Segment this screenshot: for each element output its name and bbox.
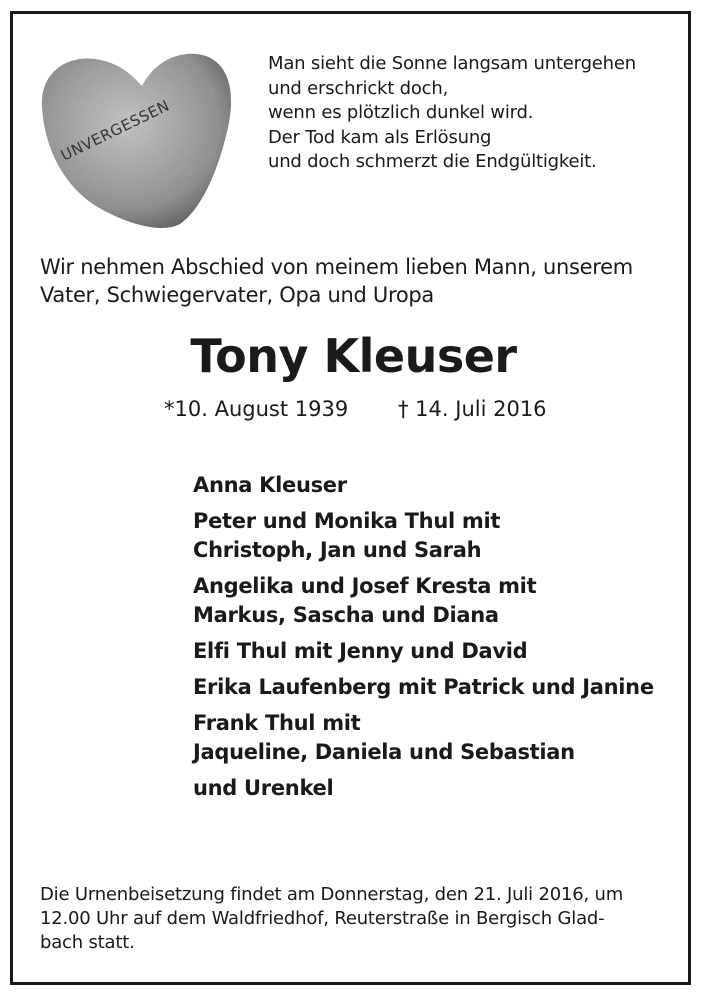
birth-date: *10. August 1939 (164, 397, 349, 421)
deceased-name: Tony Kleuser (190, 329, 517, 383)
death-date: † 14. Juli 2016 (398, 397, 547, 421)
burial-notice: Die Urnenbeisetzung findet am Donnerstag, den 21. Juli 2016, um 12.00 Uhr auf dem Waldfriedhof, Reuterstraße in Bergisch Glad- bach statt. (40, 884, 624, 953)
mourner-entry: Anna Kleuser (193, 473, 347, 497)
mourner-entry: Frank Thul mit Jaqueline, Daniela und Sebastian (193, 711, 575, 764)
mourner-entry: Peter und Monika Thul mit Christoph, Jan und Sarah (193, 509, 501, 562)
intro-text: Wir nehmen Abschied von meinem lieben Mann, unserem Vater, Schwiegervater, Opa und Uropa (40, 255, 633, 307)
mourner-entry: Erika Laufenberg mit Patrick und Janine (193, 675, 654, 699)
mourner-entry: Angelika und Josef Kresta mit Markus, Sascha und Diana (193, 574, 537, 627)
mourner-entry: und Urenkel (193, 776, 334, 800)
mourners-list (193, 471, 654, 810)
heart-engraving: UNVERGESSEN (57, 96, 173, 165)
heart-stone-icon (30, 40, 236, 230)
poem-text: Man sieht die Sonne langsam untergehen und erschrickt doch, wenn es plötzlich dunkel wird. Der Tod kam als Erlösung und doch schmerzt die Endgültigkeit. (268, 53, 636, 172)
mourner-entry: Elfi Thul mit Jenny und David (193, 639, 528, 663)
